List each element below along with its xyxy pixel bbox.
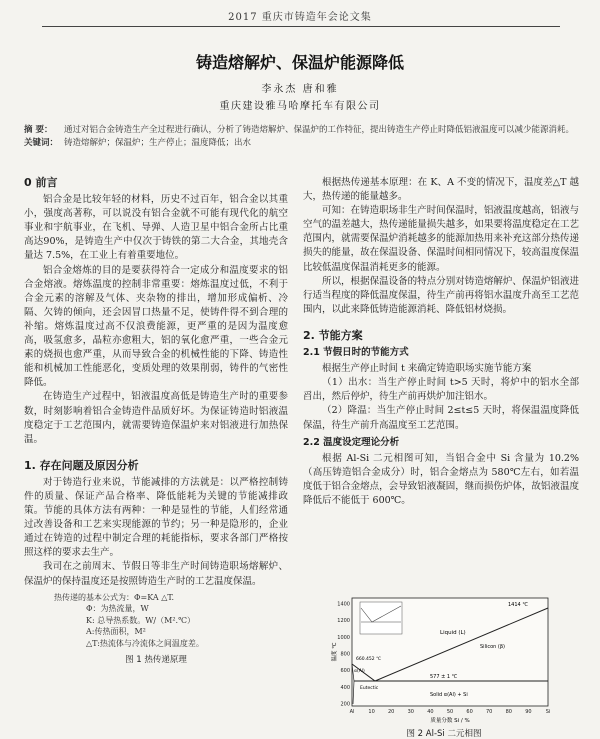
keywords-text: 铸造熔解炉；保温炉；生产停止；温度降低；出水 xyxy=(64,138,252,148)
formula-line: K: 总导热系数。W/（M².℃） xyxy=(86,615,196,625)
abstract-row xyxy=(24,124,580,137)
x-tick-label: 30 xyxy=(407,709,414,715)
y-axis-label: 温度 ℃ xyxy=(332,642,338,662)
paragraph: 根据生产停止时间 t 来确定铸造职场实施节能方案 xyxy=(322,363,532,375)
paper-title: 铸造熔解炉、保温炉能源降低 xyxy=(195,53,404,72)
eutectic-temp-label: 577 ± 1 ℃ xyxy=(430,674,458,680)
x-tick-label: 10 xyxy=(368,709,375,715)
x-tick-label: 50 xyxy=(446,709,454,715)
x-tick-label: Al xyxy=(349,709,355,715)
header-rule xyxy=(42,26,560,27)
section-heading-plan: 2. 节能方案 xyxy=(303,328,363,342)
y-tick-label: 1200 xyxy=(337,618,350,625)
x-tick-label: 90 xyxy=(525,709,532,715)
heat-transfer-formula xyxy=(24,592,288,650)
figure-1-caption: 图 1 热传递原理 xyxy=(125,655,187,666)
inset-detail xyxy=(360,602,402,634)
y-tick-label: 800 xyxy=(340,651,350,658)
paragraph: 在铸造生产过程中，铝液温度高低是铸造生产时的重要参数，时刻影响着铝合金铸造件品质好坏。为保证铸造时铝液温度稳定于工艺范围内，就需要铸造保温炉来对铝液进行加热保温。 xyxy=(24,391,288,445)
affiliation: 重庆建设雅马哈摩托车有限公司 xyxy=(219,101,381,112)
paragraph: （1）出水：当生产停止时间 t>5 天时，将炉中的铝水全部舀出，然后停炉，待生产前再烘炉加注铝水。 xyxy=(303,377,579,403)
formula-title: 热传递的基本公式为：Φ=KA △T. xyxy=(54,592,175,602)
running-header: 2017 重庆市铸造年会论文集 xyxy=(228,12,372,23)
region-liquid-label: Liquid (L) xyxy=(440,630,466,636)
formula-line: A:传热面积，M² xyxy=(86,627,146,637)
paragraph: 可知：在铸造职场非生产时间保温时，铝液温度越高，铝液与空气的温差越大，热传递能量损失越多，如果要将温度稳定在工艺范围内，就需要保温炉消耗越多的能源加热用来补充这部分热传递损失的能量，故在保温设备、保温时间相同情况下，较高温度保温比较低温度保温消耗更多的能源。 xyxy=(303,205,579,273)
paragraph: 铝合金是比较年轻的材料，历史不过百年，铝合金以其重小，强度高著称，可以说没有铝合金就不可能有现代化的航空事业和宇航事业，在飞机、导弹、人造卫星中铝合金所占比重高达90%，是铸造生产中仅次于铸铁的第二大合金，其地壳含量达 7.5%，在工业上有着重要地位。 xyxy=(24,194,288,262)
si-melting-label: 1414 ℃ xyxy=(508,602,528,608)
section-gap xyxy=(24,447,288,455)
authors: 李永杰 唐和雅 xyxy=(261,84,339,95)
solid-region-label: Solid α(Al) + Si xyxy=(430,692,468,698)
abstract-block xyxy=(24,124,580,150)
paragraph: 铝合金熔炼的目的是要获得符合一定成分和温度要求的铝合金熔液。熔炼温度的控制非常重要：熔炼温度过低，不利于合金元素的溶解及气体、夹杂物的排出，增加形成偏析、冷隔、欠铸的倾向，还会因冒口热量不足，使铸件得不到合理的补缩。熔炼温度过高不仅浪费能源，更严重的是因为温度愈高，吸氢愈多，晶粒亦愈粗大，铝的氧化愈严重，一些合金元素的烧损也愈严重，从而导致合金的机械性能的下降、铸造性能和机械加工性能恶化，变质处理的效果削弱，铸件的气密性降低。 xyxy=(24,264,288,389)
subsection-heading-theory: 2.2 温度设定理论分析 xyxy=(303,436,400,448)
y-tick-label: 400 xyxy=(340,684,350,691)
subsection-heading-holiday: 2.1 节假日时的节能方式 xyxy=(303,347,409,359)
keywords-row xyxy=(24,137,580,150)
x-tick-label: 60 xyxy=(466,709,473,715)
paragraph: 对于铸造行业来说，节能减排的方法就是：以严格控制铸件的质量、保证产品合格率、降低能耗为关键的节能减排政策。节能的具体方法有两种：一种是显性的节能，人们经常通过改善设备和工艺来实现能源的节约；另一种是隐形的，企业通过在铸造的过程中制定合理的耗能指标，要求各部门严格按照这样的要求去生产。 xyxy=(24,476,288,559)
y-tick-label: 200 xyxy=(340,701,350,708)
left-column xyxy=(24,176,288,667)
y-tick-label: 1000 xyxy=(337,634,350,641)
al-melting-label: 660.452 ℃ xyxy=(356,657,382,662)
y-tick-label: 1400 xyxy=(337,601,350,608)
paragraph: 所以，根据保温设备的特点分别对铸造熔解炉、保温炉铝液进行适当程度的降低温度保温，待生产前再将铝水温度升高至工艺范围内，以此来降低铸造能源消耗、降低铝材烧损。 xyxy=(303,275,579,315)
figure-2-caption: 图 2 Al-Si 二元相图 xyxy=(406,729,482,739)
region-silicon-label: Silicon (β) xyxy=(480,644,505,650)
abstract-label: 摘 要： xyxy=(24,125,53,135)
keywords-label: 关键词： xyxy=(24,138,59,148)
formula-line: Φ：为热流量，W xyxy=(86,604,149,614)
formula-line: △T:热流体与冷流体之间温度差。 xyxy=(86,638,204,648)
paragraph: （2）降温：当生产停止时间 2≤t≤5 天时，将保温温度降低保温，待生产前升高温度至工艺范围。 xyxy=(303,405,579,431)
x-tick-label: 70 xyxy=(486,709,493,715)
al-si-phase-diagram xyxy=(330,592,558,724)
x-tick-label: 20 xyxy=(388,709,395,715)
right-column xyxy=(303,176,579,508)
paragraph: 根据 Al-Si 二元相图可知，当铝合金中 Si 含量为 10.2%（高压铸造铝合金成分）时，铝合金熔点为 580℃左右，如若温度低于铝合金熔点，会导致铝液凝固，继而损伤炉体，故铝液温度降低后不能低于 600℃。 xyxy=(303,452,579,506)
paragraph: 我司在之前周末、节假日等非生产时间铸造职场熔解炉、保温炉的保持温度还是按照铸造生产时的工艺温度保温。 xyxy=(24,561,288,587)
abstract-text: 通过对铝合金铸造生产全过程进行确认，分析了铸造熔解炉、保温炉的工作特征，提出铸造生产停止时降低铝液温度可以减少能源消耗。 xyxy=(64,125,575,135)
x-tick-label: Si xyxy=(545,709,551,715)
x-axis-label: 质量分数 Si / % xyxy=(430,718,470,724)
section-heading-problems: 1. 存在问题及原因分析 xyxy=(24,458,139,472)
eutectic-label: Eutectic xyxy=(360,686,379,691)
section-gap xyxy=(303,317,579,325)
x-tick-label: 80 xyxy=(505,709,512,715)
y-tick-label: 600 xyxy=(340,668,350,675)
alpha-region-label: α(Al) xyxy=(354,669,365,674)
paragraph: 根据热传递基本原理：在 K、A 不变的情况下，温度差△T 越大，热传递的能量越多。 xyxy=(303,177,579,203)
section-heading-intro: 0 前言 xyxy=(24,176,58,189)
x-tick-label: 40 xyxy=(427,709,434,715)
